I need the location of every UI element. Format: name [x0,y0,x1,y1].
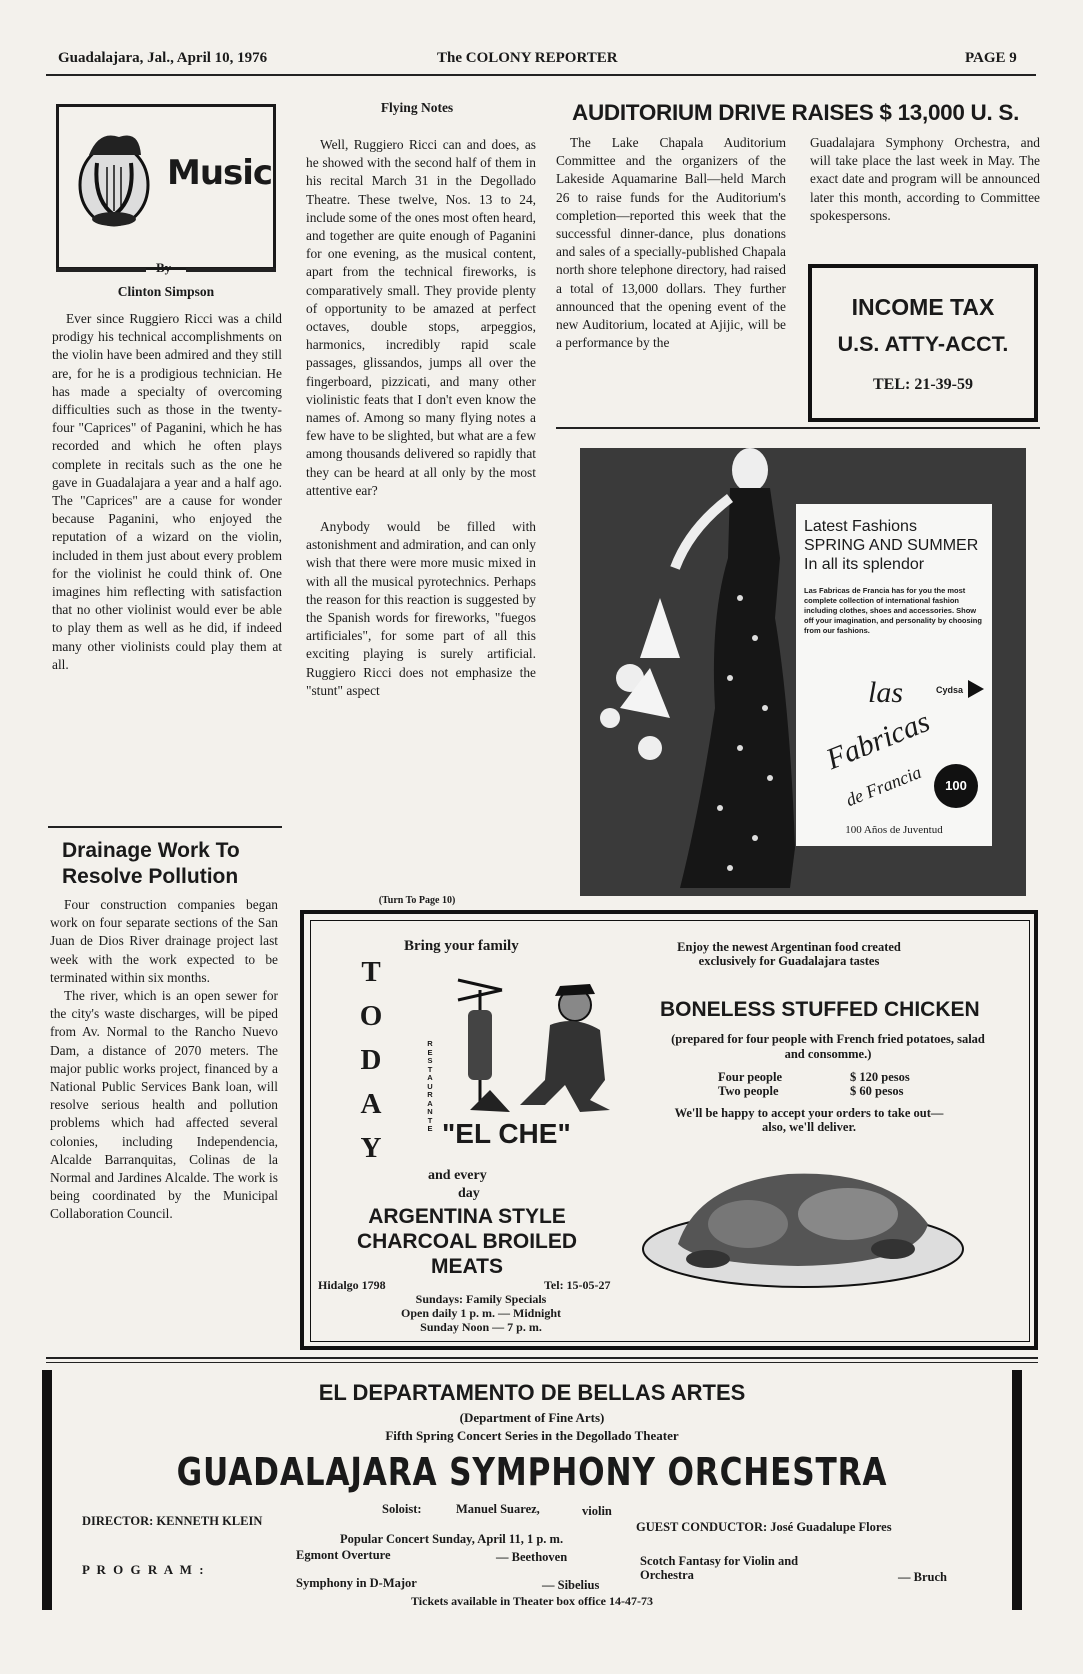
composer-2: — Sibelius [542,1578,600,1592]
fashion-tagline: 100 Años de Juventud [845,824,943,836]
restaurante-letter: E [427,1124,433,1133]
drainage-body [50,896,278,1224]
byline-by: By [156,260,172,275]
fashion-ad [580,448,1026,896]
meats-headline: ARGENTINA STYLE CHARCOAL BROILED MEATS [356,1205,578,1278]
paper-name: The COLONY REPORTER [437,50,618,66]
byline-rule-right [186,268,276,272]
flying-notes-body [306,136,536,700]
enjoy-text: Enjoy the newest Argentinan food created exclusively for Guadalajara tastes [677,940,901,968]
restaurante-letter: T [427,1064,433,1074]
el-che-address: Hidalgo 1798 [318,1278,386,1292]
restaurante-letter: T [427,1115,433,1125]
composer-3: — Bruch [898,1570,947,1584]
fashion-line1: Latest Fashions [804,518,917,535]
brand-de-francia: de Francia [842,761,925,811]
piece-3: Scotch Fantasy for Violin and Orchestra [640,1554,799,1582]
music-body [52,310,282,674]
dish-name: BONELESS STUFFED CHICKEN [660,998,980,1021]
right-bracket [1012,1370,1022,1610]
flying-notes-paragraph-1: Well, Ruggiero Ricci can and does, as he showed with the second half of them in his recital March 31 in the Degollado Theatre. These twelve, Nos. 13 to 24, include some of the ones most often heard, and together are quite enough of Paganini for one evening, as the musical content, apart from the technical fireworks, is comparatively small. They provide plenty of opportunity to be amazed at perfect octaves, double stops, arpeggios, harmonics, incredibly rapid scale passages, glissandos, jumps all over the fingerboard, pizzicati, and many other violinistic feats that I don't even know the names of. Among so many flying notes a few have to be slighted, but what are a few among thousands delivered so rapidly that they can be heard at all only by the most attentive ear? [306,137,536,498]
section-divider [46,1357,1038,1359]
price-four-label: Four people [718,1070,783,1084]
today-letter: A [360,1088,382,1120]
price-two-label: Two people [718,1084,779,1098]
today-letter: T [361,956,381,988]
price-four: $ 120 pesos [850,1070,910,1084]
orchestra-name: GUADALAJARA SYMPHONY ORCHESTRA [176,1450,888,1494]
bellas-artes-subtitle: (Department of Fine Arts) [459,1410,605,1425]
tax-ad [808,264,1038,422]
fashion-line3: In all its splendor [804,556,925,573]
tickets-info: Tickets available in Theater box office 14-47-73 [411,1594,653,1608]
brand-las: las [868,676,904,709]
drainage-paragraph-2: The river, which is an open sewer for the city's waste discharges, will be piped from Av. Normal to the Rancho Nuevo Dam, a distance of 2070 meters. The major public works project, financed by a National Public Services Bank loan, will resolve serious health and pollution problems which had affected several colonies, including Independencia, Alcalde Barranquitas, Colinas de la Normal and Jardines Alcalde. The work is being coordinated by the Municipal Collaboration Council. [50,988,278,1222]
today-vertical [356,950,386,1170]
fashion-text-panel [796,504,992,846]
cydsa-logo: Cydsa [936,685,964,695]
restaurante-letter: N [427,1107,433,1116]
auditorium-end-rule [556,427,1040,429]
flying-notes-title: Flying Notes [380,100,454,115]
restaurante-letter: R [427,1090,433,1099]
composer-1: — Beethoven [496,1550,568,1564]
auditorium-paragraph-2: Guadalajara Symphony Orchestra, and will take place the last week in May. The exact date and program will be announced later this month, according to Committee spokespersons. [810,135,1040,223]
director: DIRECTOR: KENNETH KLEIN [82,1514,263,1528]
fashion-illustration [580,448,800,896]
soloist-label: Soloist: [382,1502,422,1516]
drainage-paragraph-1: Four construction companies began work on four separate sections of the San Juan de Dios River drainage project last week with the work expected to be terminated within six months. [50,897,278,985]
music-header-box [56,104,276,270]
masthead-rule [46,74,1036,76]
program-label: P R O G R A M : [82,1562,206,1577]
today-letter: D [360,1044,382,1076]
hours-line-3: Sunday Noon — 7 p. m. [420,1320,542,1334]
anniversary-seal: 100 [934,764,978,808]
bring-family: Bring your family [404,938,519,954]
restaurante-letter: A [427,1098,433,1108]
jump-line: (Turn To Page 10) [378,895,456,906]
left-bracket [42,1370,52,1610]
bellas-artes-ad [42,1370,1022,1610]
hours-line-1: Sundays: Family Specials [415,1292,547,1306]
auditorium-paragraph-1: The Lake Chapala Auditorium Committee and the organizers of the Lakeside Aquamarine Ball—held March 26 to raise funds for the Auditorium's completion—reported this week that the successful dinner-dance, plus donations and sales of a specially-published Chapala north shore telephone directory, had raised a total of 13,000 dollars. They further announced that the opening event of the new Auditorium, located at Ajijic, will be a performance by the [556,135,786,351]
auditorium-col-2 [810,134,1040,225]
piece-1: Egmont Overture [296,1548,391,1562]
fashion-line2: SPRING AND SUMMER [804,537,979,554]
price-two: $ 60 pesos [850,1084,904,1098]
restaurante-letter: A [427,1073,433,1082]
page-number: PAGE 9 [965,50,1017,66]
lyre-icon [69,125,159,235]
piece-2: Symphony in D-Major [296,1576,417,1590]
concert-series: Fifth Spring Concert Series in the Degollado Theater [385,1428,679,1443]
cydsa-arrow-icon [968,680,984,698]
bellas-artes-title: EL DEPARTAMENTO DE BELLAS ARTES [318,1380,746,1405]
restaurante-letter: S [427,1056,433,1065]
el-che-phone: Tel: 15-05-27 [544,1278,611,1292]
auditorium-col-1 [556,134,786,352]
chicken-illustration [638,1154,968,1294]
every-day: day [458,1186,480,1201]
author-name: Clinton Simpson [117,284,215,299]
music-paragraph: Ever since Ruggiero Ricci was a child prodigy his technical accomplishments on the violin have been admired and they still are, for he is a prodigious technician. He has made a specialty of overcoming difficulties such as those in the twenty-four "Caprices" of Paganini, which he has recorded and which he often plays complete in recitals such as the one he gave in Guadalajara a year and a half ago. The "Caprices" are a cause for wonder because Paganini, who enjoyed the reputation of a wizard on the violin, included in them just about every problem for the violinist he could think of. One imagines him reflecting with satisfaction that no other violinist would ever be able to play them as well as he did, if indeed many other violinists could play them at all. [52,311,282,672]
brand-fabricas: Fabricas [821,704,935,777]
restaurante-vertical [425,1040,435,1134]
tax-ad-phone: TEL: 21-39-59 [873,376,973,393]
dish-description: (prepared for four people with French fried potatoes, salad and consomme.) [671,1032,985,1061]
gaucho-illustration [440,970,630,1120]
today-letter: O [359,1000,383,1032]
restaurante-letter: R [427,1039,433,1048]
delivery-text: We'll be happy to accept your orders to take out—also, we'll deliver. [674,1106,944,1134]
soloist-name: Manuel Suarez, [456,1502,540,1516]
hours-line-2: Open daily 1 p. m. — Midnight [400,1306,562,1320]
fashion-body: Las Fabricas de Francia has for you the most complete collection of international fashion including clothes, shoes and accessories. Show off your imagination, and personality by choosing from our fashions. [804,586,982,635]
popular-concert: Popular Concert Sunday, April 11, 1 p. m. [340,1532,564,1546]
restaurante-letter: U [427,1081,433,1091]
music-end-rule [48,826,282,828]
auditorium-headline: AUDITORIUM DRIVE RAISES $ 13,000 U. S. [572,100,1020,125]
and-every: and every [428,1168,487,1183]
el-che-name: "EL CHE" [442,1118,571,1149]
tax-ad-line2: U.S. ATTY-ACCT. [837,332,1009,356]
el-che-ad [300,910,1038,1350]
dateline: Guadalajara, Jal., April 10, 1976 [58,50,268,66]
drainage-headline: Drainage Work To Resolve Pollution [62,839,240,888]
today-letter: Y [360,1132,382,1164]
flying-notes-paragraph-2: Anybody would be filled with astonishment and admiration, and can only wish that there were more music mixed in with all the musical pyrotechnics. Perhaps the reason for this reaction is suggested by the Spanish words for fireworks, "fuegos artificiales", for some part of all this exciting playing is surely artificial. Ruggiero Ricci does not emphasize the "stunt" aspect [306,519,536,698]
byline-rule-left [56,268,146,272]
soloist-instrument: violin [582,1504,612,1518]
section-divider-thin [46,1362,1038,1363]
restaurante-letter: E [427,1047,433,1057]
tax-ad-line1: INCOME TAX [851,294,995,320]
music-box-title: Music [167,153,273,193]
guest-conductor: GUEST CONDUCTOR: José Guadalupe Flores [636,1520,892,1534]
